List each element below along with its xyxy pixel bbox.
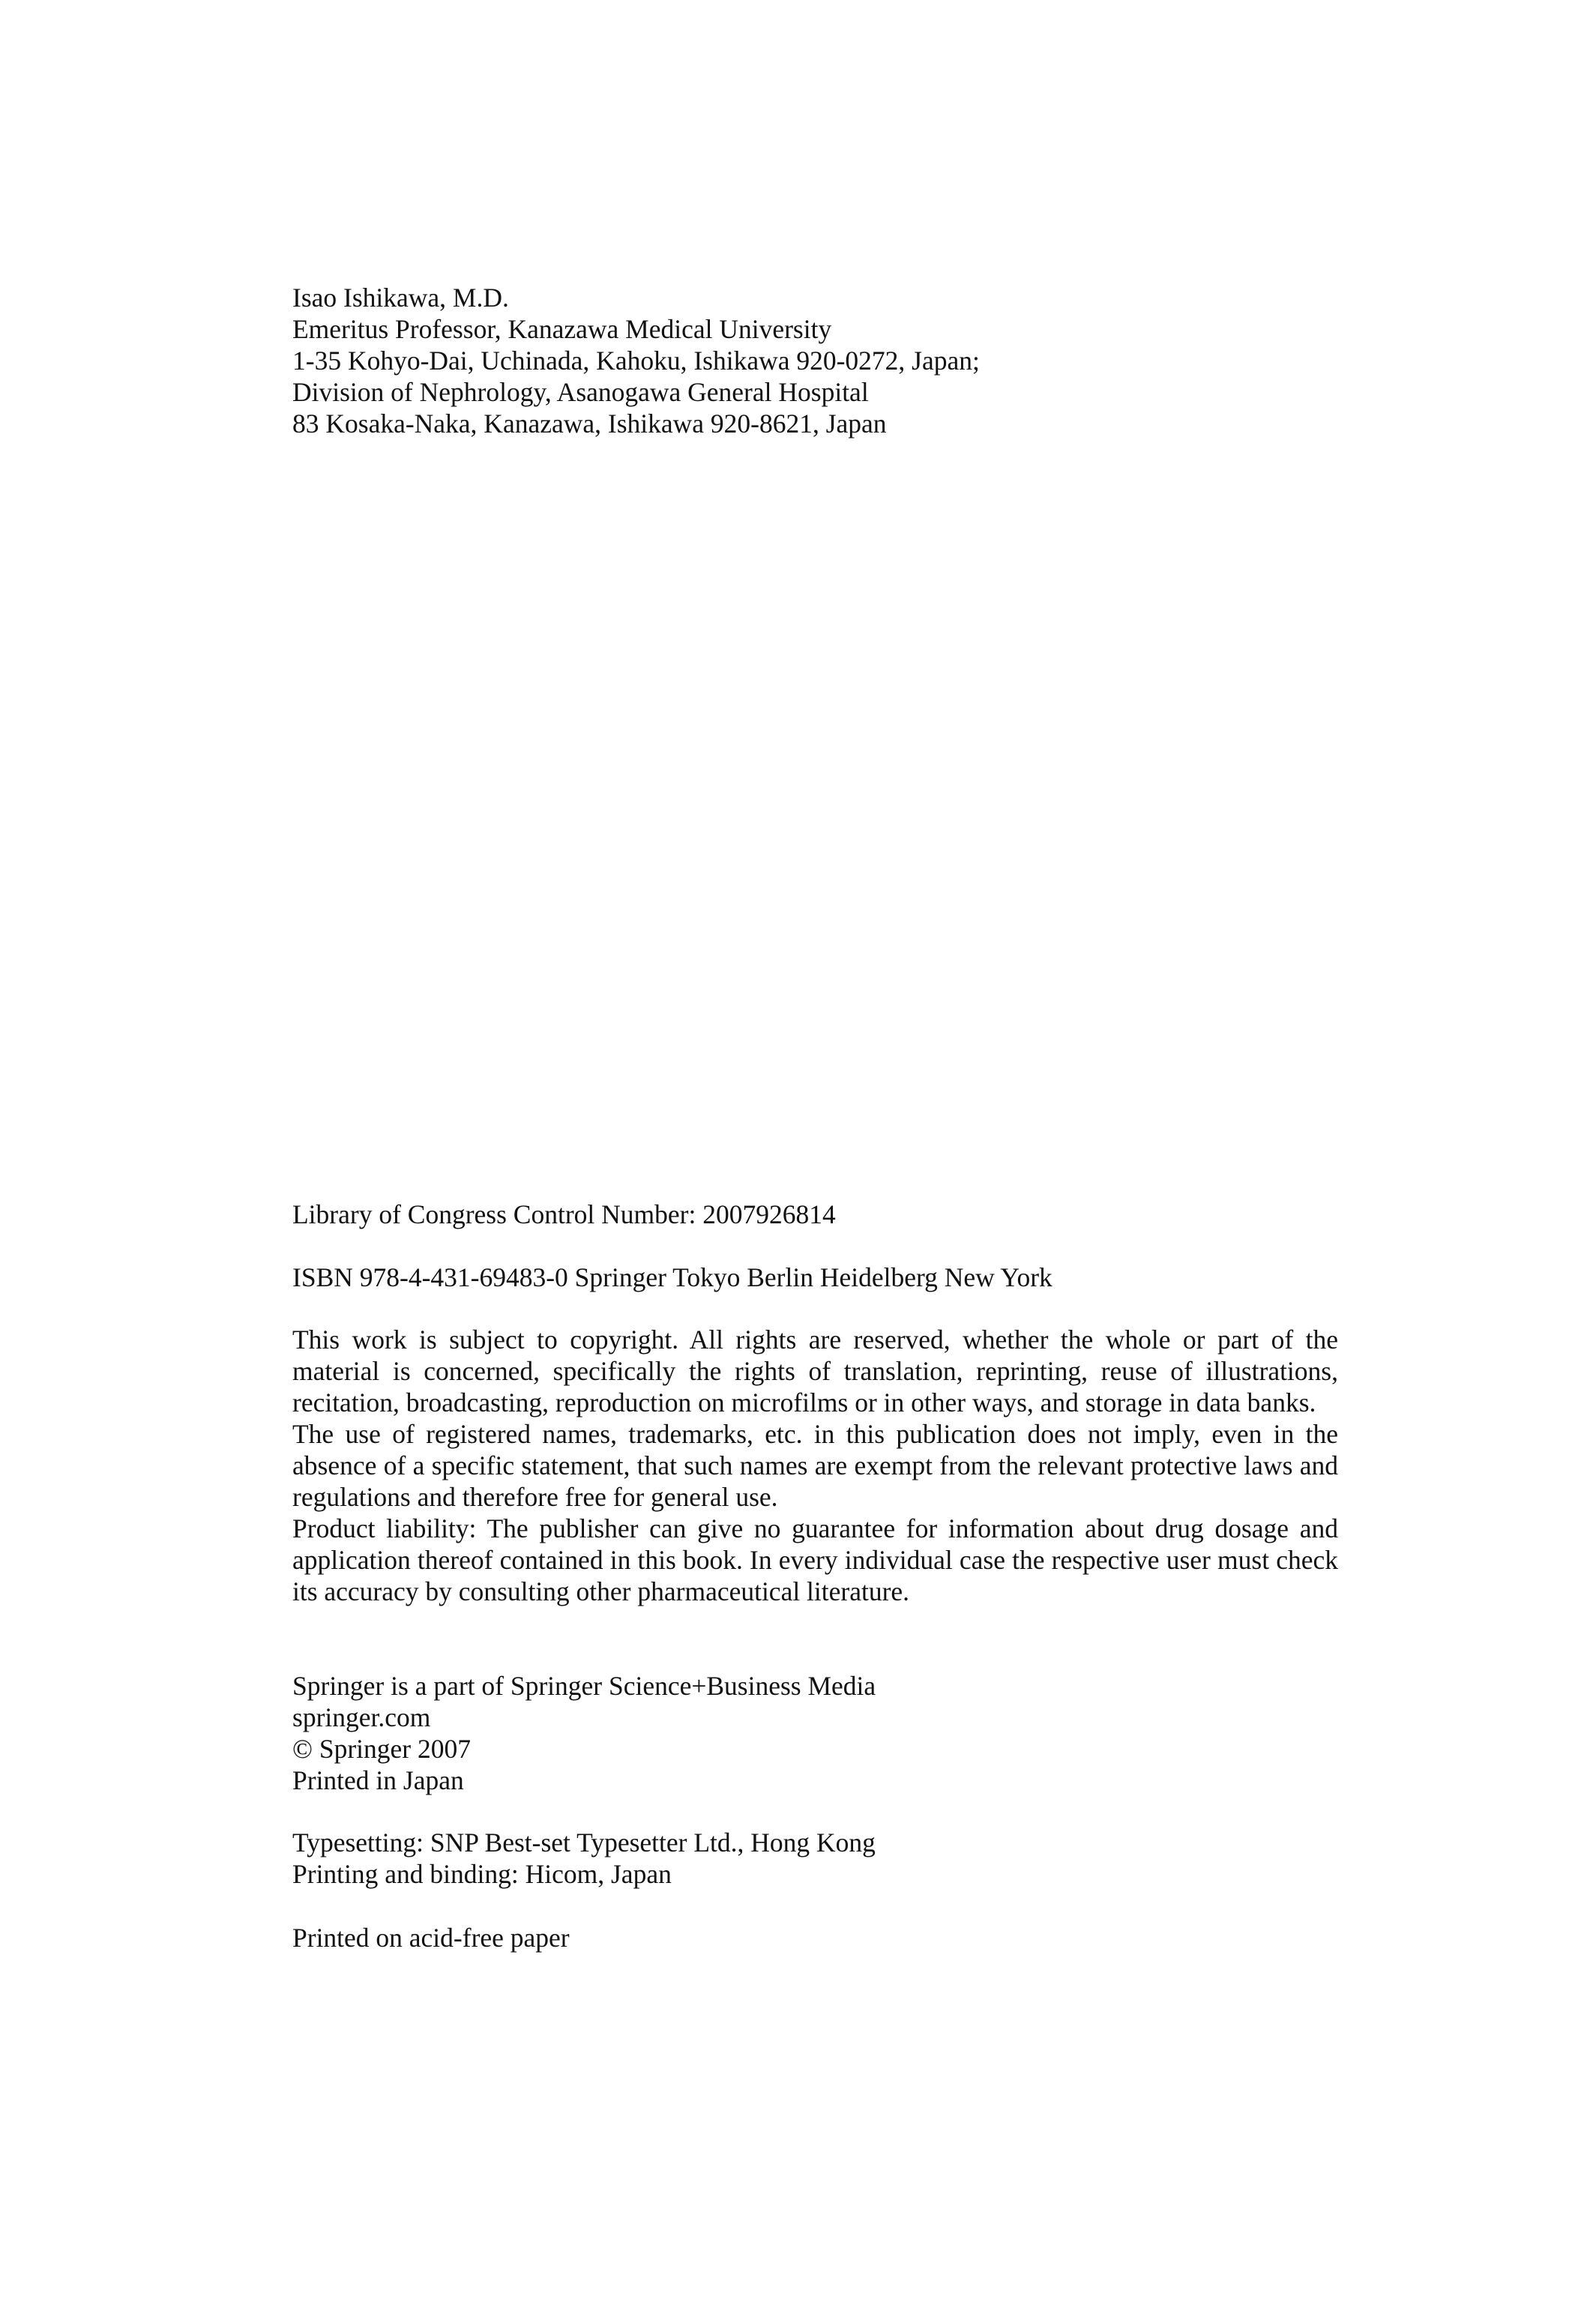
- author-affiliation-block: [292, 282, 980, 439]
- isbn-line: ISBN 978-4-431-69483-0 Springer Tokyo Berlin Heidelberg New York: [292, 1262, 1053, 1292]
- production-credits: [292, 1827, 876, 1890]
- printed-country: Printed in Japan: [292, 1765, 464, 1795]
- author-address-1: 1-35 Kohyo-Dai, Uchinada, Kahoku, Ishikawa 920-0272, Japan;: [292, 346, 980, 376]
- publisher-website: springer.com: [292, 1702, 431, 1732]
- acid-free-paper-note: Printed on acid-free paper: [292, 1923, 570, 1953]
- author-title: Emeritus Professor, Kanazawa Medical University: [292, 314, 832, 344]
- author-affiliation-2: Division of Nephrology, Asanogawa General Hospital: [292, 377, 869, 407]
- copyright-paragraph: This work is subject to copyright. All rights are reserved, whether the whole or part of the material is concerned, specifically the rights of translation, reprinting, reuse of illustrations, recitation, broadcasting, reproduction on microfilms or in other ways, and storage in data banks.: [292, 1325, 1338, 1417]
- product-liability-paragraph: Product liability: The publisher can give no guarantee for information about drug dosage and application thereof contained in this book. In every individual case the respective user must check its accuracy by consulting other pharmaceutical literature.: [292, 1513, 1338, 1606]
- typesetting-credit: Typesetting: SNP Best-set Typesetter Ltd., Hong Kong: [292, 1828, 876, 1857]
- printing-binding-credit: Printing and binding: Hicom, Japan: [292, 1859, 672, 1889]
- publisher-block: [292, 1670, 876, 1796]
- publisher-statement: Springer is a part of Springer Science+Business Media: [292, 1671, 876, 1701]
- copyright-notice: [292, 1324, 1338, 1607]
- author-address-2: 83 Kosaka-Naka, Kanazawa, Ishikawa 920-8621, Japan: [292, 409, 887, 439]
- library-of-congress-number: Library of Congress Control Number: 2007926814: [292, 1199, 836, 1229]
- author-name: Isao Ishikawa, M.D.: [292, 283, 509, 313]
- trademark-paragraph: The use of registered names, trademarks, etc. in this publication does not imply, even in the absence of a specific statement, that such names are exempt from the relevant protective laws and regulations and therefore free for general use.: [292, 1419, 1338, 1512]
- copyright-year: © Springer 2007: [292, 1734, 471, 1764]
